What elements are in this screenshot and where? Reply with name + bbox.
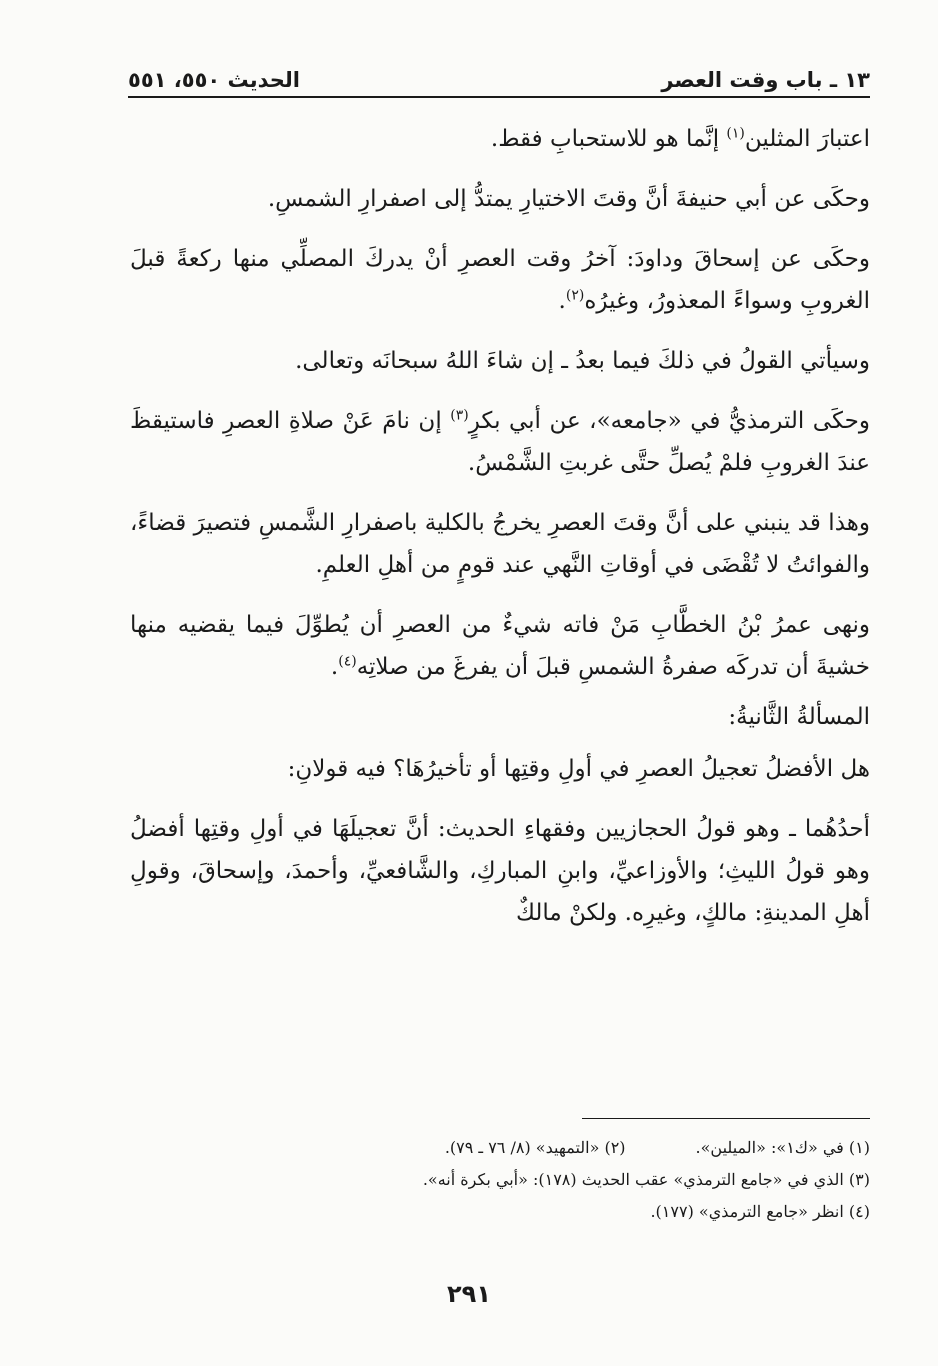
running-header xyxy=(128,62,870,98)
paragraph-5: وحكَى الترمذيُّ في «جامعه»، عن أبي بكرٍ$^{(٣)}$ إن نامَ عَنْ صلاةِ العصرِ فاستيقظَ عندَ الغروبِ فلمْ يُصلِّ حتَّى غربتِ الشَّمْسُ. xyxy=(130,407,870,476)
main-text xyxy=(130,118,870,952)
footnote-2: (٢) «التمهيد» (٨/ ٧٦ ـ ٧٩). xyxy=(444,1138,626,1157)
paragraph-1: اعتبارَ المثلين$^{(١)}$ إنَّما هو للاستحبابِ فقط. xyxy=(490,125,870,152)
paragraph-2: وحكَى عن أبي حنيفةَ أنَّ وقتَ الاختيارِ يمتدُّ إلى اصفرارِ الشمسِ. xyxy=(267,186,870,212)
footnotes xyxy=(130,1132,870,1228)
footnote-1: (١) في «ك١»: «الميلين». xyxy=(695,1138,870,1157)
footnote-ref-1: (١) xyxy=(726,125,745,142)
chapter-title: ١٣ ـ باب وقت العصر xyxy=(661,68,870,92)
paragraph-6: وهذا قد ينبني على أنَّ وقتَ العصرِ يخرجُ بالكلية باصفرارِ الشَّمسِ فتصيرَ قضاءً، والفوائتُ لا تُقْضَى في أوقاتِ النَّهي عند قومٍ من أهلِ العلمِ. xyxy=(130,510,870,578)
footnote-ref-2: (٢) xyxy=(565,287,585,304)
hadith-reference: الحديث ٥٥٠، ٥٥١ xyxy=(128,68,300,92)
footnote-divider xyxy=(582,1118,870,1119)
footnote-ref-4: (٤) xyxy=(338,653,357,670)
paragraph-9: أحدُهُما ـ وهو قولُ الحجازيين وفقهاءِ الحديث: أنَّ تعجيلَهَا في أولِ وقتِها أفضلُ وهو قولُ الليثِ؛ والأوزاعيِّ، وابنِ المباركِ، والشَّافعيِّ، وأحمدَ، وإسحاقَ، وقولِ أهلِ المدينةِ: مالكٍ، وغيرِه. ولكنْ مالكٌ xyxy=(130,816,870,926)
footnote-ref-3: (٣) xyxy=(450,407,469,424)
paragraph-8: هل الأفضلُ تعجيلُ العصرِ في أولِ وقتِها أو تأخيرُهَا؟ فيه قولانِ: xyxy=(287,756,870,782)
footnote-3: (٣) الذي في «جامع الترمذي» عقب الحديث (١٧٨): «أبي بكرة أنه». xyxy=(422,1170,870,1189)
page-number: ٢٩١ xyxy=(447,1280,491,1308)
section-heading: المسألةُ الثَّانيةُ: xyxy=(728,704,870,730)
footnote-row-1 xyxy=(130,1132,870,1164)
paragraph-4: وسيأتي القولُ في ذلكَ فيما بعدُ ـ إن شاءَ اللهُ سبحانَه وتعالى. xyxy=(295,348,870,374)
footnote-4: (٤) انظر «جامع الترمذي» (١٧٧). xyxy=(650,1202,870,1221)
paragraph-7: ونهى عمرُ بْنُ الخطَّابِ مَنْ فاته شيءٌ من العصرِ أن يُطوِّلَ فيما يقضيه منها خشيةَ أن تدركَه صفرةُ الشمسِ قبلَ أن يفرغَ من صلاتِه$^{(٤)}$. xyxy=(130,612,870,680)
paragraph-3: وحكَى عن إسحاقَ وداودَ: آخرُ وقت العصرِ أنْ يدركَ المصلِّي منها ركعةً قبلَ الغروبِ وسواءً المعذورُ، وغيرُه$^{(٢)}$. xyxy=(130,246,870,314)
